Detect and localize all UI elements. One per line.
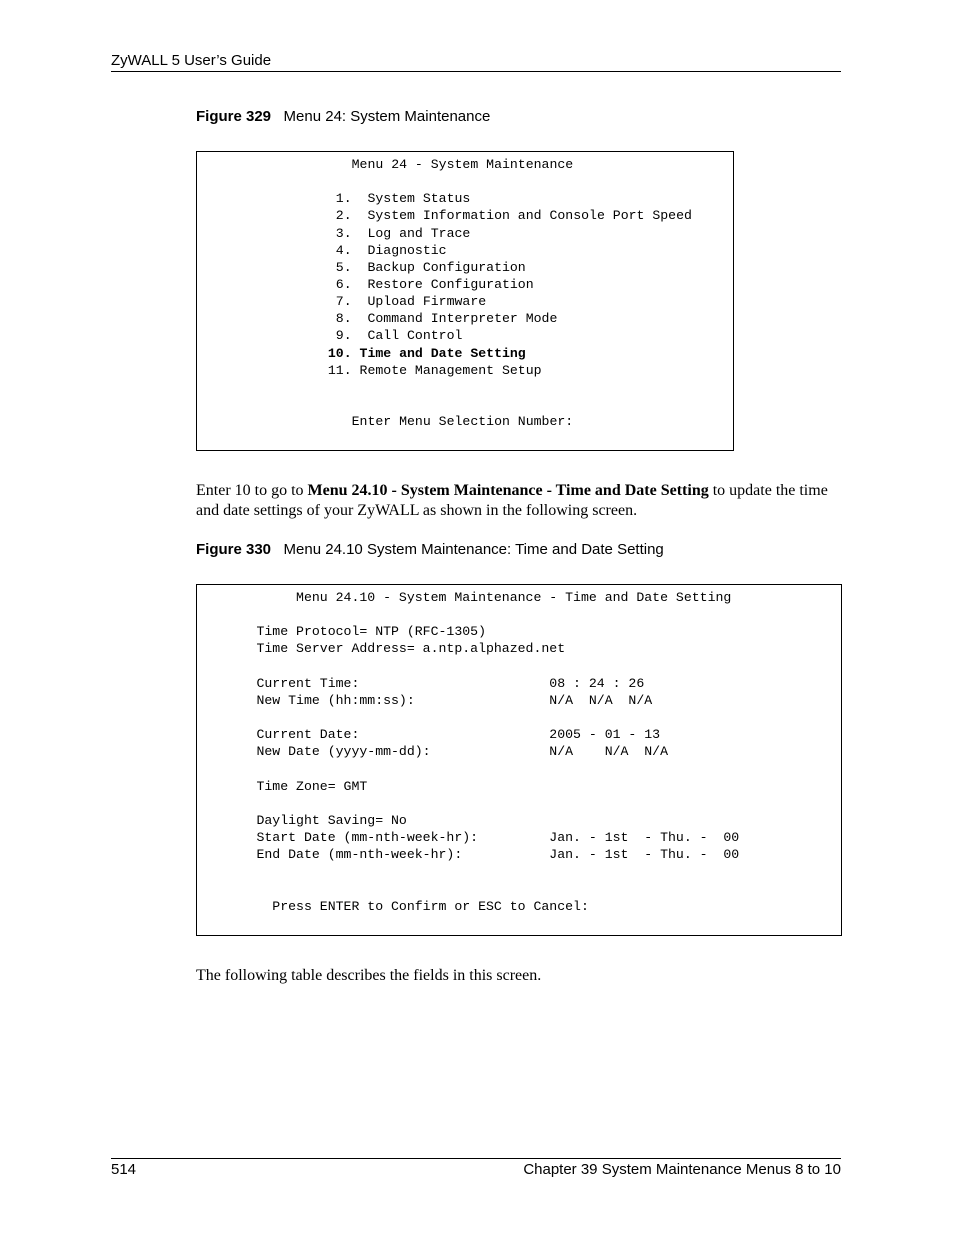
figure-330-title: Menu 24.10 System Maintenance: Time and Date Setting xyxy=(283,541,664,558)
blank-line xyxy=(209,709,739,726)
menu-24-10-screen xyxy=(196,584,842,936)
new-date-field: New Date (yyyy-mm-dd): N/A N/A N/A xyxy=(209,744,668,760)
screen-title: Menu 24.10 - System Maintenance - Time and Date Setting xyxy=(209,590,732,605)
time-zone-field: Time Zone= GMT xyxy=(209,778,368,794)
blank-line xyxy=(209,606,739,623)
menu-item-system-status: 1. System Status xyxy=(225,191,471,207)
menu-item-remote-management: 11. Remote Management Setup xyxy=(225,362,542,378)
menu-selection-prompt: Enter Menu Selection Number: xyxy=(225,414,574,430)
end-date-field: End Date (mm-nth-week-hr): Jan. - 1st - Thu. - 00 xyxy=(209,847,740,863)
blank-line xyxy=(209,880,739,897)
page-header-title: ZyWALL 5 User’s Guide xyxy=(111,52,272,69)
blank-line xyxy=(209,658,739,675)
blank-line xyxy=(209,863,739,880)
intro-paragraph xyxy=(196,481,841,521)
start-date-field: Start Date (mm-nth-week-hr): Jan. - 1st - Thu. - 00 xyxy=(209,829,740,845)
blank-line xyxy=(209,760,739,777)
blank-line xyxy=(225,173,692,190)
footer-divider xyxy=(111,1158,841,1159)
blank-line xyxy=(209,795,739,812)
confirm-prompt: Press ENTER to Confirm or ESC to Cancel: xyxy=(209,898,589,914)
new-time-field: New Time (hh:mm:ss): N/A N/A N/A xyxy=(209,692,653,708)
menu-item-time-and-date-setting: 10. Time and Date Setting xyxy=(225,345,526,361)
time-protocol-field: Time Protocol= NTP (RFC-1305) xyxy=(209,624,486,640)
figure-329-title: Menu 24: System Maintenance xyxy=(283,108,491,125)
figure-330-caption xyxy=(196,541,664,558)
menu-item-system-information: 2. System Information and Console Port Speed xyxy=(225,208,692,224)
menu-item-diagnostic: 4. Diagnostic xyxy=(225,242,447,258)
menu-item-backup-configuration: 5. Backup Configuration xyxy=(225,259,526,275)
current-time-field: Current Time: 08 : 24 : 26 xyxy=(209,675,645,691)
menu-item-upload-firmware: 7. Upload Firmware xyxy=(225,294,487,310)
header-divider xyxy=(111,71,841,72)
page-number: 514 xyxy=(111,1161,137,1178)
menu-24-screen xyxy=(196,151,734,451)
menu-item-call-control: 9. Call Control xyxy=(225,328,463,344)
figure-329-label: Figure 329 xyxy=(196,108,272,125)
menu-24-text xyxy=(225,156,692,430)
table-intro-paragraph: The following table describes the fields in this screen. xyxy=(196,967,542,984)
intro-text-start: Enter 10 to go to xyxy=(196,482,308,499)
figure-330-label: Figure 330 xyxy=(196,541,272,558)
menu-item-command-interpreter: 8. Command Interpreter Mode xyxy=(225,311,558,327)
time-server-address-field: Time Server Address= a.ntp.alphazed.net xyxy=(209,641,566,657)
blank-line xyxy=(225,379,692,396)
menu-item-restore-configuration: 6. Restore Configuration xyxy=(225,276,534,292)
daylight-saving-field: Daylight Saving= No xyxy=(209,812,407,828)
menu-title: Menu 24 - System Maintenance xyxy=(225,157,574,172)
menu-item-log-and-trace: 3. Log and Trace xyxy=(225,225,471,241)
chapter-title: Chapter 39 System Maintenance Menus 8 to 10 xyxy=(523,1161,841,1178)
figure-329-caption xyxy=(196,108,490,125)
intro-menu-reference: Menu 24.10 - System Maintenance - Time and Date Setting xyxy=(307,482,709,499)
menu-24-10-text xyxy=(209,589,739,915)
intro-text-end: to update the time and date settings of your ZyWALL as shown in the following screen. xyxy=(196,482,828,519)
current-date-field: Current Date: 2005 - 01 - 13 xyxy=(209,727,661,743)
blank-line xyxy=(225,396,692,413)
